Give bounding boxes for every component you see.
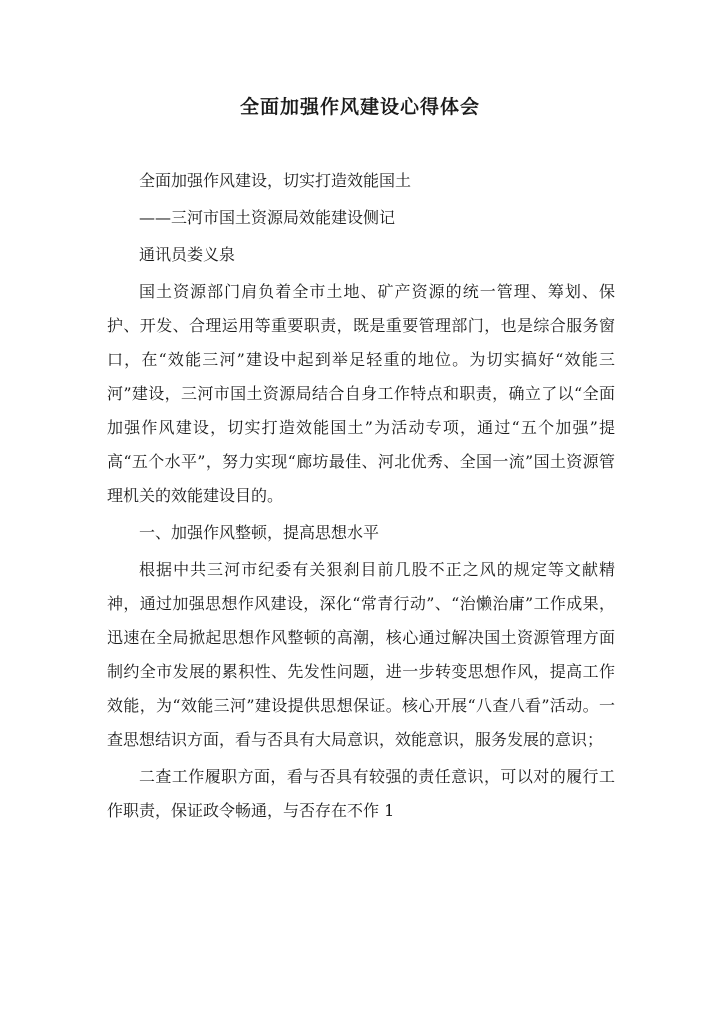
document-title: 全面加强作风建设心得体会 — [239, 96, 480, 118]
section-heading-1: 一、加强作风整顿，提高思想水平 — [139, 523, 380, 542]
paragraph-intro: 国土资源部门肩负着全市土地、矿产资源的统一管理、筹划、保护、开发、合理运用等重要职责，既是重要管理部门，也是综合服务窗口，在“效能三河”建设中起到举足轻重的地位。为切实搞好“效能三河”建设，三河市国土资源局结合自身工作特点和职责，确立了以“全面加强作风建设，切实打造效能国土”为活动专项，通过“五个加强”提高“五个水平”，努力实现“廊坊最佳、河北优秀、全国一流”国土资源管理机关的效能建设目的。 — [107, 282, 615, 505]
paragraph-correspondent: 通讯员娄义泉 — [139, 245, 236, 264]
paragraph-byline-source: ——三河市国土资源局效能建设侧记 — [139, 208, 396, 227]
document-body — [107, 164, 615, 831]
paragraph-subtitle: 全面加强作风建设，切实打造效能国土 — [139, 171, 412, 190]
paragraph-section-1: 根据中共三河市纪委有关狠刹目前几股不正之风的规定等文献精神，通过加强思想作风建设，深化“常青行动”、“治懒治庸”工作成果，迅速在全局掀起思想作风整顿的高潮，核心通过解决国土资源管理方面制约全市发展的累积性、先发性问题，进一步转变思想作风，提高工作效能，为“效能三河”建设提供思想保证。核心开展“八查八看”活动。一查思想结识方面，看与否具有大局意识，效能意识，服务发展的意识； — [107, 560, 615, 749]
paragraph-section-1-continued: 二查工作履职方面，看与否具有较强的责任意识，可以对的履行工作职责，保证政令畅通，与否存在不作 1 — [107, 767, 615, 820]
